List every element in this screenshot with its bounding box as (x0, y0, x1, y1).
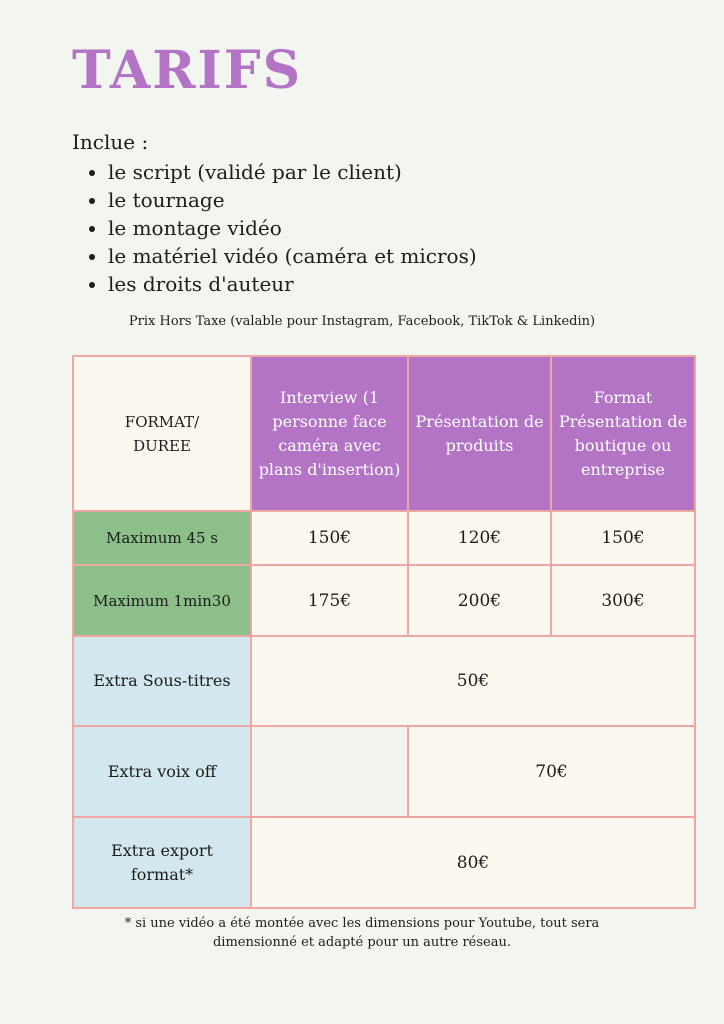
header-format-duree-label: FORMAT/ DUREE (124, 412, 200, 455)
pricing-table (72, 355, 696, 909)
includes-list (72, 158, 477, 298)
list-item: • le script (validé par le client) (108, 158, 477, 186)
price-cell: 150€ (251, 511, 408, 565)
extra-label-sous-titres: Extra Sous-titres (73, 636, 251, 726)
header-presentation-produits: Présentation de produits (408, 356, 551, 511)
list-item: • le tournage (108, 186, 477, 214)
list-item: • le montage vidéo (108, 214, 477, 242)
row-label-45s: Maximum 45 s (73, 511, 251, 565)
header-format-duree (73, 356, 251, 511)
extra-price-export: 80€ (251, 817, 695, 908)
extra-price-sous-titres: 50€ (251, 636, 695, 726)
page-title: TARIFS (72, 40, 303, 101)
extra-label-export (73, 817, 251, 908)
header-presentation-boutique: Format Présentation de boutique ou entreprise (551, 356, 695, 511)
includes-label: Inclue : (72, 130, 149, 154)
row-label-1min30: Maximum 1min30 (73, 565, 251, 636)
list-item: • le matériel vidéo (caméra et micros) (108, 242, 477, 270)
header-interview: Interview (1 personne face caméra avec plans d'insertion) (251, 356, 408, 511)
extra-label-export-text: Extra export format* (111, 840, 213, 884)
empty-cell (251, 726, 408, 817)
extra-label-voix-off: Extra voix off (73, 726, 251, 817)
price-cell: 300€ (551, 565, 695, 636)
footnote-text: * si une vidéo a été montée avec les dimensions pour Youtube, tout sera dimensionné et adapté pour un autre réseau. (124, 916, 600, 950)
list-item: • les droits d'auteur (108, 270, 477, 298)
price-cell: 175€ (251, 565, 408, 636)
footnote (0, 914, 724, 952)
extra-price-voix-off: 70€ (408, 726, 695, 817)
price-cell: 200€ (408, 565, 551, 636)
price-cell: 120€ (408, 511, 551, 565)
price-cell: 150€ (551, 511, 695, 565)
price-note: Prix Hors Taxe (valable pour Instagram, Facebook, TikTok & Linkedin) (128, 314, 596, 329)
